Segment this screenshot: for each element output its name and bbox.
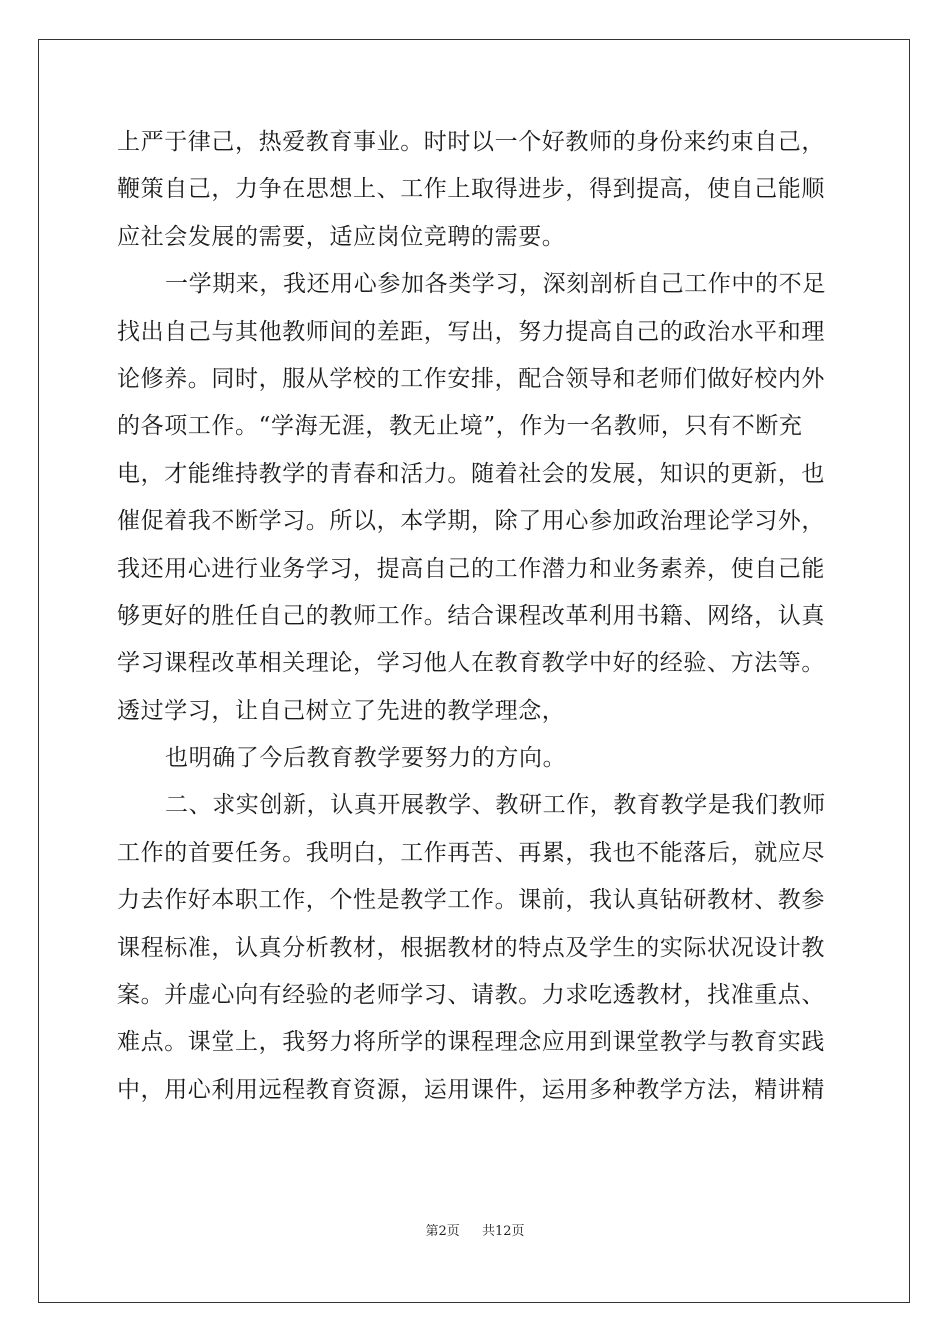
paragraph-start-line: 也明确了今后教育教学要努力的方向。 xyxy=(165,745,567,772)
text-line: 案。并虚心向有经验的老师学习、请教。力求吃透教材，找准重点、 xyxy=(117,982,825,1009)
text-line: 够更好的胜任自己的教师工作。结合课程改革利用书籍、网络，认真 xyxy=(117,602,825,629)
text-line: 透过学习，让自己树立了先进的教学理念， xyxy=(117,697,566,724)
text-line: 电，才能维持教学的青春和活力。随着社会的发展，知识的更新，也 xyxy=(117,460,825,487)
paragraph-start-line: 二、求实创新，认真开展教学、教研工作，教育教学是我们教师 xyxy=(165,792,826,819)
text-line: 学习课程改革相关理论，学习他人在教育教学中好的经验、方法等。 xyxy=(117,650,825,677)
page-footer xyxy=(0,1220,950,1239)
paragraph-start-line: 一学期来，我还用心参加各类学习，深刻剖析自己工作中的不足 xyxy=(165,271,826,298)
text-line: 力去作好本职工作，个性是教学工作。课前，我认真钻研教材、教参 xyxy=(117,887,825,914)
text-line: 中，用心利用远程教育资源，运用课件，运用多种教学方法，精讲精 xyxy=(117,1076,825,1103)
text-line: 催促着我不断学习。所以，本学期，除了用心参加政治理论学习外， xyxy=(117,508,825,535)
text-line: 应社会发展的需要，适应岗位竞聘的需要。 xyxy=(117,223,566,250)
text-line: 鞭策自己，力争在思想上、工作上取得进步，得到提高，使自己能顺 xyxy=(117,176,825,203)
total-page-count: 共12页 xyxy=(482,1224,525,1239)
text-line: 课程标准，认真分析教材，根据教材的特点及学生的实际状况设计教 xyxy=(117,934,825,961)
text-line: 工作的首要任务。我明白，工作再苦、再累，我也不能落后，就应尽 xyxy=(117,839,825,866)
text-line: 难点。课堂上，我努力将所学的课程理念应用到课堂教学与教育实践 xyxy=(117,1029,825,1056)
text-line: 论修养。同时，服从学校的工作安排，配合领导和老师们做好校内外 xyxy=(117,365,825,392)
text-line: 找出自己与其他教师间的差距，写出，努力提高自己的政治水平和理 xyxy=(117,318,825,345)
text-line: 我还用心进行业务学习，提高自己的工作潜力和业务素养，使自己能 xyxy=(117,555,825,582)
document-body xyxy=(117,119,833,1114)
text-line: 的各项工作。“学海无涯，教无止境”，作为一名教师，只有不断充 xyxy=(117,413,803,440)
text-line: 上严于律己，热爱教育事业。时时以一个好教师的身份来约束自己， xyxy=(117,129,825,155)
current-page-number: 第2页 xyxy=(425,1224,460,1239)
